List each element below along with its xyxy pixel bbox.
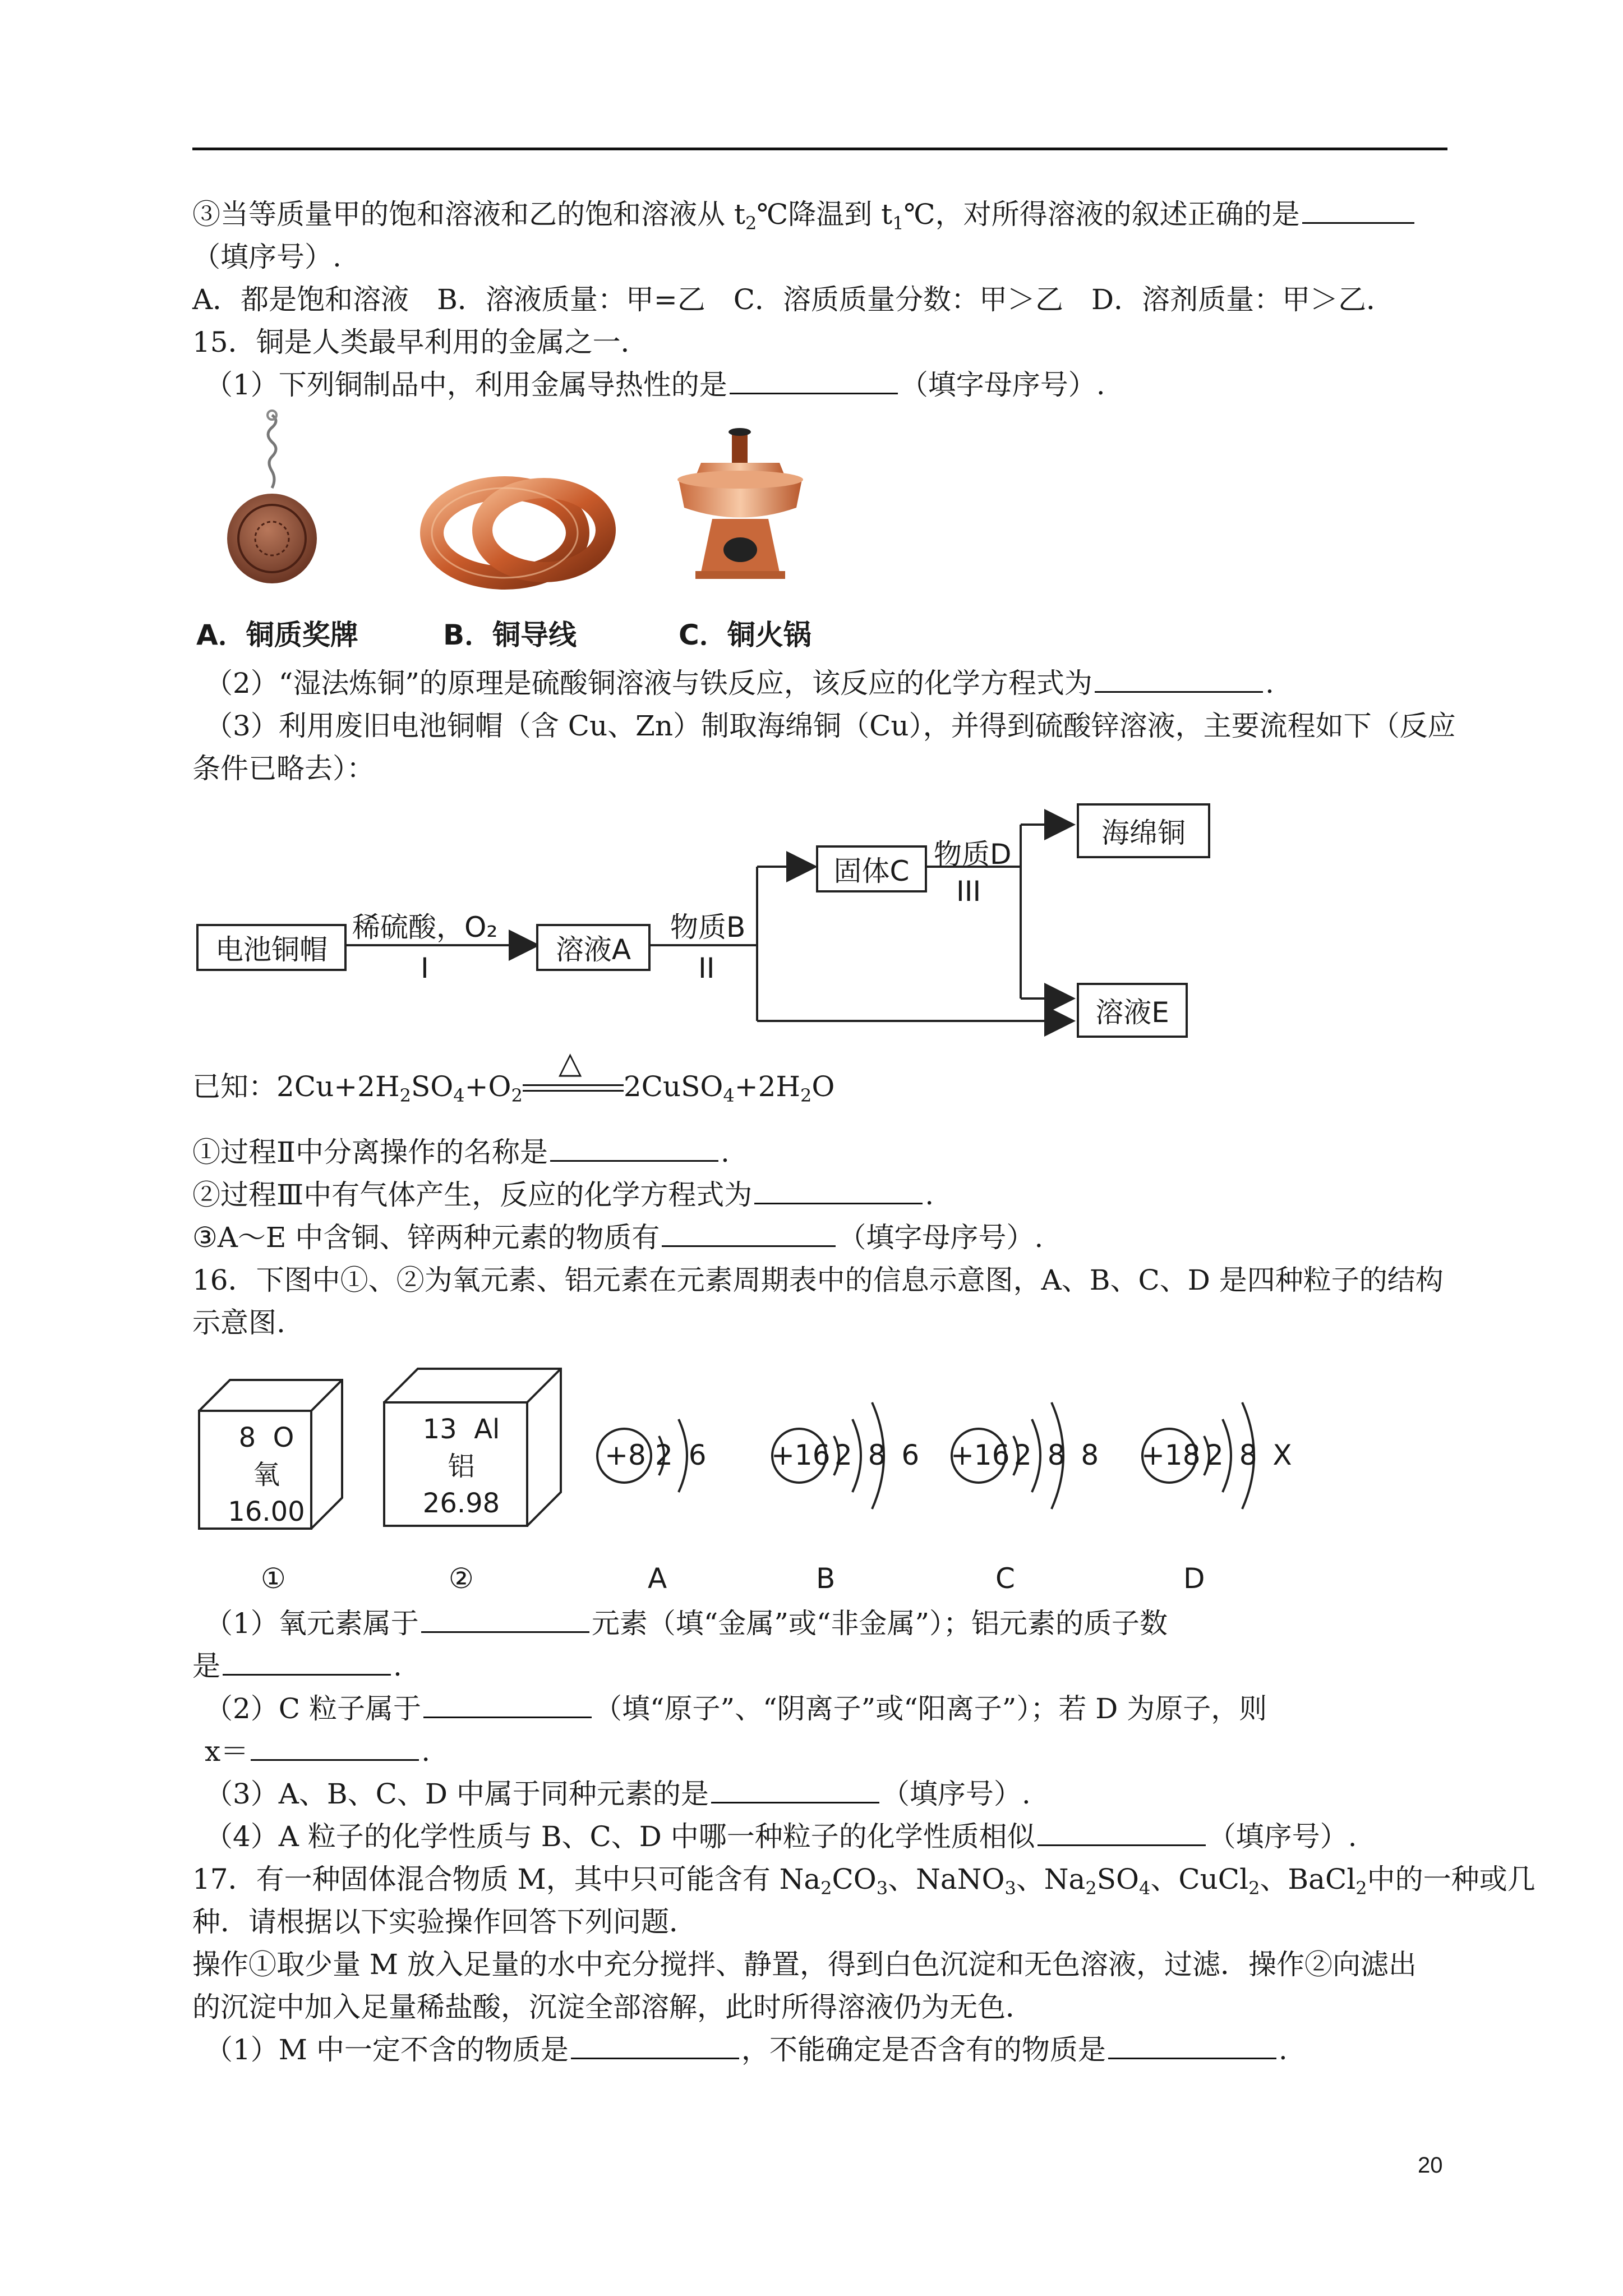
text: 、NaNO [888,1863,1005,1895]
subscript: 1 [892,213,904,234]
text: . [1265,667,1274,700]
q14-part3-line [192,196,1417,232]
element-symbol: O [273,1422,294,1453]
atom-b-label: B [816,1562,836,1595]
q15-part3-cont: 条件已略去）： [192,752,375,785]
caption-copper-medal: A．铜质奖牌 [196,619,358,651]
q16-stem: 16．下图中①、②为氧元素、铝元素在元素周期表中的信息示意图，A、B、C、D 是四种粒子的结构 [192,1264,1444,1296]
text: 已知：2Cu+2H [192,1070,400,1103]
text: +O [464,1070,511,1103]
answer-blank[interactable] [423,1691,592,1718]
text: 、Na [1016,1863,1086,1895]
answer-blank[interactable] [730,367,898,394]
atomic-number: 8 [238,1422,256,1453]
text: ③A～E 中含铜、锌两种元素的物质有 [192,1221,660,1254]
atom-c-nucleus: +16 [951,1439,1010,1471]
answer-blank[interactable] [662,1220,836,1247]
q15-part2 [205,665,1274,701]
text: . [421,1735,431,1768]
flow-step3-reagent: 物质D [934,838,1012,871]
q15-sub3 [192,1220,1043,1255]
subscript: 3 [1004,1878,1016,1899]
subscript: 2 [1248,1878,1260,1899]
page-number: 20 [1418,2153,1443,2178]
subscript: 2 [800,1085,812,1106]
q17-operation: 操作①取少量 M 放入足量的水中充分搅拌、静置，得到白色沉淀和无色溶液，过滤．操作②向滤出 [192,1948,1417,1981]
atomic-number-symbol [395,1411,527,1448]
atom-a-nucleus: +8 [605,1439,646,1471]
answer-blank[interactable] [1108,2032,1276,2059]
text: 17．有一种固体混合物质 M，其中只可能含有 Na [192,1863,821,1895]
header-rule [192,148,1447,150]
copper-items-figure [219,409,864,600]
text: （填字母序号）. [900,369,1105,401]
text: （2）C 粒子属于 [205,1692,421,1725]
subscript: 4 [723,1085,735,1106]
q16-part2-cont [205,1733,430,1769]
q16-part1 [205,1605,1168,1641]
copper-hotpot-icon [677,428,803,579]
text: CO [832,1863,877,1895]
copper-medal-icon [227,411,317,583]
text: x＝ [205,1735,249,1768]
q17-part1 [205,2032,1288,2068]
atom-d-nucleus: +18 [1141,1439,1201,1471]
flow-step2-reagent: 物质B [670,911,746,944]
label-circled-2: ② [449,1562,474,1595]
text: （填字母序号）. [838,1221,1044,1254]
q17-stem [192,1861,1536,1897]
subscript: 4 [1138,1878,1151,1899]
flow-step1-num: I [421,952,429,984]
atomic-number: 13 [422,1414,457,1445]
caption-copper-hotpot: C．铜火锅 [679,619,811,651]
copper-wire-icon [432,488,606,578]
answer-blank[interactable] [711,1776,879,1803]
text: O [811,1070,835,1103]
text: 2CuSO [623,1070,723,1103]
element-name: 铝 [448,1451,475,1482]
atom-b-shells: 2 8 6 [834,1439,923,1471]
text: ℃，对所得溶液的叙述正确的是 [903,198,1300,231]
delta-symbol: △ [558,1045,582,1080]
q16-part3 [205,1776,1031,1812]
equals-heat-sign [523,1045,624,1100]
text: （1）下列铜制品中，利用金属导热性的是 [205,369,727,401]
text: ，不能确定是否含有的物质是 [741,2033,1106,2066]
q15-sub1 [192,1134,730,1170]
text: ℃降温到 t [757,198,893,231]
subscript: 4 [453,1085,465,1106]
q16-part2 [205,1691,1267,1727]
text: 中的一种或几 [1367,1863,1536,1895]
q15-stem: 15．铜是人类最早利用的金属之一． [192,326,649,358]
text: （4）A 粒子的化学性质与 B、C、D 中哪一种粒子的化学性质相似 [205,1820,1035,1853]
q15-part1 [205,367,1105,403]
q17-stem-cont: 种．请根据以下实验操作回答下列问题． [192,1906,697,1938]
atomic-mass: 16.00 [228,1496,305,1527]
text: （1）氧元素属于 [205,1607,419,1640]
text: ③当等质量甲的饱和溶液和乙的饱和溶液从 t [192,198,745,231]
subscript: 2 [820,1878,832,1899]
flow-step3-num: III [956,875,981,908]
q16-part1-cont [192,1648,402,1684]
subscript: 2 [511,1085,523,1106]
q15-sub2 [192,1177,934,1213]
periodic-cell-oxygen [210,1419,322,1530]
text: . [720,1136,730,1168]
text: （3）A、B、C、D 中属于同种元素的是 [205,1778,709,1810]
answer-blank[interactable] [1095,665,1263,693]
subscript: 2 [1355,1878,1367,1899]
text: SO [1096,1863,1139,1895]
label-circled-1: ① [261,1562,286,1595]
q16-stem-cont: 示意图. [192,1306,285,1339]
atom-d-label: D [1183,1562,1205,1595]
text: 是 [192,1650,220,1682]
q16-part4 [205,1819,1357,1855]
q14-part3-fill: （填序号）. [192,241,342,273]
flow-box-solution-a: 溶液A [536,924,651,971]
caption-copper-wire: B．铜导线 [443,619,577,651]
subscript: 3 [876,1878,888,1899]
answer-blank[interactable] [223,1648,391,1676]
text: ①过程Ⅱ中分离操作的名称是 [192,1136,548,1168]
subscript: 2 [745,213,757,234]
element-symbol: Al [474,1414,500,1445]
known-equation [192,1045,835,1106]
flow-box-battery-cap: 电池铜帽 [196,924,347,971]
element-name: 氧 [252,1459,280,1490]
text: . [1278,2033,1288,2066]
q15-part3: （3）利用废旧电池铜帽（含 Cu、Zn）制取海绵铜（Cu），并得到硫酸锌溶液，主要流程如下（反应 [205,710,1456,742]
text: （填“原子”、“阴离子”或“阳离子”）；若 D 为原子，则 [593,1692,1267,1725]
text: （1）M 中一定不含的物质是 [205,2033,569,2066]
flow-step1-reagent: 稀硫酸，O₂ [352,911,498,944]
atomic-number-symbol [210,1419,322,1456]
answer-blank[interactable] [571,2032,739,2059]
text: 元素（填“金属”或“非金属”）；铝元素的质子数 [591,1607,1168,1640]
answer-blank[interactable] [754,1177,923,1204]
text: . [925,1179,934,1211]
text: +2H [734,1070,800,1103]
text: 、CuCl [1150,1863,1249,1895]
text: SO [411,1070,454,1103]
atomic-mass: 26.98 [422,1488,500,1519]
flow-box-solid-c: 固体C [816,845,927,892]
flow-box-sponge-copper: 海绵铜 [1077,803,1210,858]
atom-a-shells: 2 6 [655,1439,710,1471]
flow-box-solution-e: 溶液E [1077,983,1188,1038]
subscript: 2 [1085,1878,1097,1899]
text: . [393,1650,402,1682]
answer-blank[interactable] [1302,196,1414,224]
answer-blank[interactable] [1038,1819,1206,1846]
q17-operation-cont: 的沉淀中加入足量稀盐酸，沉淀全部溶解，此时所得溶液仍为无色． [192,1991,1034,2023]
text: ②过程Ⅲ中有气体产生，反应的化学方程式为 [192,1179,753,1211]
atom-a-label: A [648,1562,667,1595]
atom-b-nucleus: +16 [771,1439,831,1471]
text: （2）“湿法炼铜”的原理是硫酸铜溶液与铁反应，该反应的化学方程式为 [205,667,1092,700]
atom-c-shells: 2 8 8 [1014,1439,1103,1471]
atom-d-shells: 2 8 X [1206,1439,1295,1471]
subscript: 2 [399,1085,411,1106]
atom-c-label: C [995,1562,1015,1595]
text: （填序号）. [1207,1820,1357,1853]
text: 、BaCl [1260,1863,1356,1895]
flow-step2-num: II [698,952,715,984]
answer-blank[interactable] [550,1134,718,1162]
answer-blank[interactable] [251,1733,419,1761]
text: （填序号）. [881,1778,1031,1810]
periodic-cell-aluminum [395,1411,527,1522]
q14-options: A．都是饱和溶液 B．溶液质量：甲=乙 C．溶质质量分数：甲＞乙 D．溶剂质量：甲＞乙． [192,283,1395,316]
answer-blank[interactable] [421,1605,589,1633]
